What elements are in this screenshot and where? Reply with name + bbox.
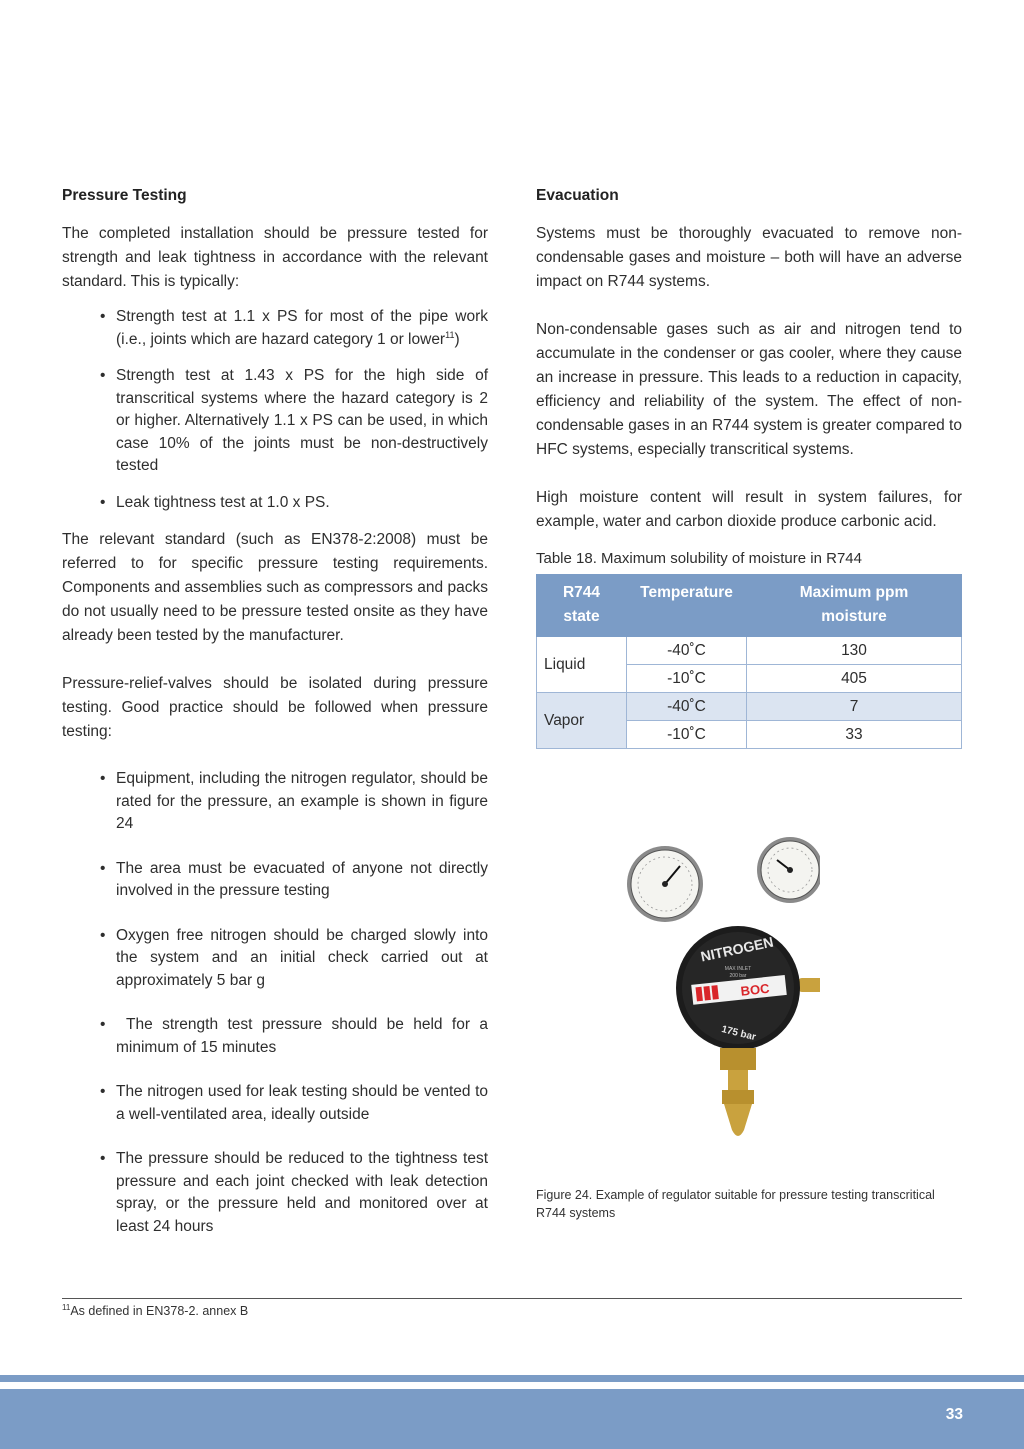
regulator-brand-text: NITROGEN [699, 933, 775, 965]
ppm-cell: 405 [747, 665, 962, 693]
table-row [537, 637, 962, 665]
list-item: • Oxygen free nitrogen should be charged slowly into the system and an initial check carried out at approximately 5 bar g [100, 925, 488, 993]
ppm-cell: 33 [747, 721, 962, 749]
list-item: • The pressure should be reduced to the tightness test pressure and each joint checked with leak detection spray, or the pressure held and monitored over at least 24 hours [100, 1148, 488, 1238]
page-number: 33 [945, 1406, 963, 1423]
evacuation-paragraph-2: Non-condensable gases such as air and nitrogen tend to accumulate in the condenser or gas cooler, where they cause an increase in pressure. This leads to a reduction in capacity, efficiency and reliability of the system. The effect of non-condensable gases in an R744 system is greater compared to HFC systems, especially transcritical systems. [536, 321, 962, 458]
list-item: • The area must be evacuated of anyone not directly involved in the pressure testing [100, 858, 488, 903]
temperature-cell: -10˚C [627, 665, 747, 693]
figure-caption: Figure 24. Example of regulator suitable for pressure testing transcritical R744 systems [536, 1188, 935, 1220]
pressure-rating-text: 175 bar [720, 1024, 757, 1044]
footnote-marker: 11 [62, 1302, 71, 1312]
state-cell: Vapor [537, 693, 627, 749]
column-header: Temperature [627, 575, 747, 637]
footnote-reference: 11 [445, 329, 455, 340]
list-item: • Leak tightness test at 1.0 x PS. [100, 492, 488, 515]
section-heading-pressure-testing: Pressure Testing [62, 187, 187, 204]
state-cell: Liquid [537, 637, 627, 693]
left-pressure-gauge [627, 846, 703, 922]
temperature-cell: -40˚C [627, 693, 747, 721]
standard-paragraph: The relevant standard (such as EN378-2:2008) must be referred to for specific pressure testing requirements. Components and assemblies such as compressors and packs do not usually need to be pressure tested onsite as they have already been tested by the manufacturer. [62, 531, 488, 644]
column-header: R744 state [537, 575, 627, 637]
table-row [537, 693, 962, 721]
boc-logo-text: BOC [739, 980, 771, 999]
prv-paragraph: Pressure-relief-valves should be isolated during pressure testing. Good practice should be followed when pressure testing: [62, 675, 488, 740]
list-item: • Strength test at 1.43 x PS for the high side of transcritical systems where the hazard category is 2 or higher. Alternatively 1.1 x PS can be used, in which case 10% of the joints must be non-destructively tested [100, 365, 488, 478]
list-item: • Equipment, including the nitrogen regulator, should be rated for the pressure, an example is shown in figure 24 [100, 768, 488, 836]
footer-band [0, 1389, 1024, 1449]
left-column [62, 184, 488, 1238]
footnote-text: As defined in EN378-2. annex B [70, 1304, 249, 1318]
footer-stripe [0, 1375, 1024, 1382]
nitrogen-regulator-image [620, 830, 820, 1150]
regulator-small-label-2: 200 bar [729, 973, 747, 979]
regulator-figure [620, 830, 820, 1150]
column-header: Maximum ppm moisture [747, 575, 962, 637]
evacuation-paragraph-1: Systems must be thoroughly evacuated to remove non-condensable gases and moisture – both will have an adverse impact on R744 systems. [536, 225, 962, 290]
temperature-cell: -40˚C [627, 637, 747, 665]
section-heading-evacuation: Evacuation [536, 187, 619, 204]
right-pressure-gauge [757, 837, 820, 903]
strength-test-list [62, 306, 488, 514]
regulator-small-label: MAX INLET [724, 966, 752, 972]
right-column [536, 184, 962, 749]
pressure-testing-intro: The completed installation should be pressure tested for strength and leak tightness in accordance with the relevant standard. This is typically: [62, 225, 488, 290]
ppm-cell: 7 [747, 693, 962, 721]
footnote-divider [62, 1298, 962, 1299]
table-caption: Table 18. Maximum solubility of moisture in R744 [536, 550, 862, 567]
table-header-row [537, 575, 962, 637]
list-item: • The strength test pressure should be held for a minimum of 15 minutes [100, 1014, 488, 1059]
ppm-cell: 130 [747, 637, 962, 665]
moisture-solubility-table [536, 574, 962, 749]
good-practice-list [62, 768, 488, 1238]
list-item: • Strength test at 1.1 x PS for most of the pipe work (i.e., joints which are hazard category 1 or lower$^{11}$) [100, 306, 488, 351]
list-item: • The nitrogen used for leak testing should be vented to a well-ventilated area, ideally outside [100, 1081, 488, 1126]
footnote [62, 1304, 248, 1318]
evacuation-paragraph-3: High moisture content will result in system failures, for example, water and carbon dioxide produce carbonic acid. [536, 489, 962, 530]
temperature-cell: -10˚C [627, 721, 747, 749]
